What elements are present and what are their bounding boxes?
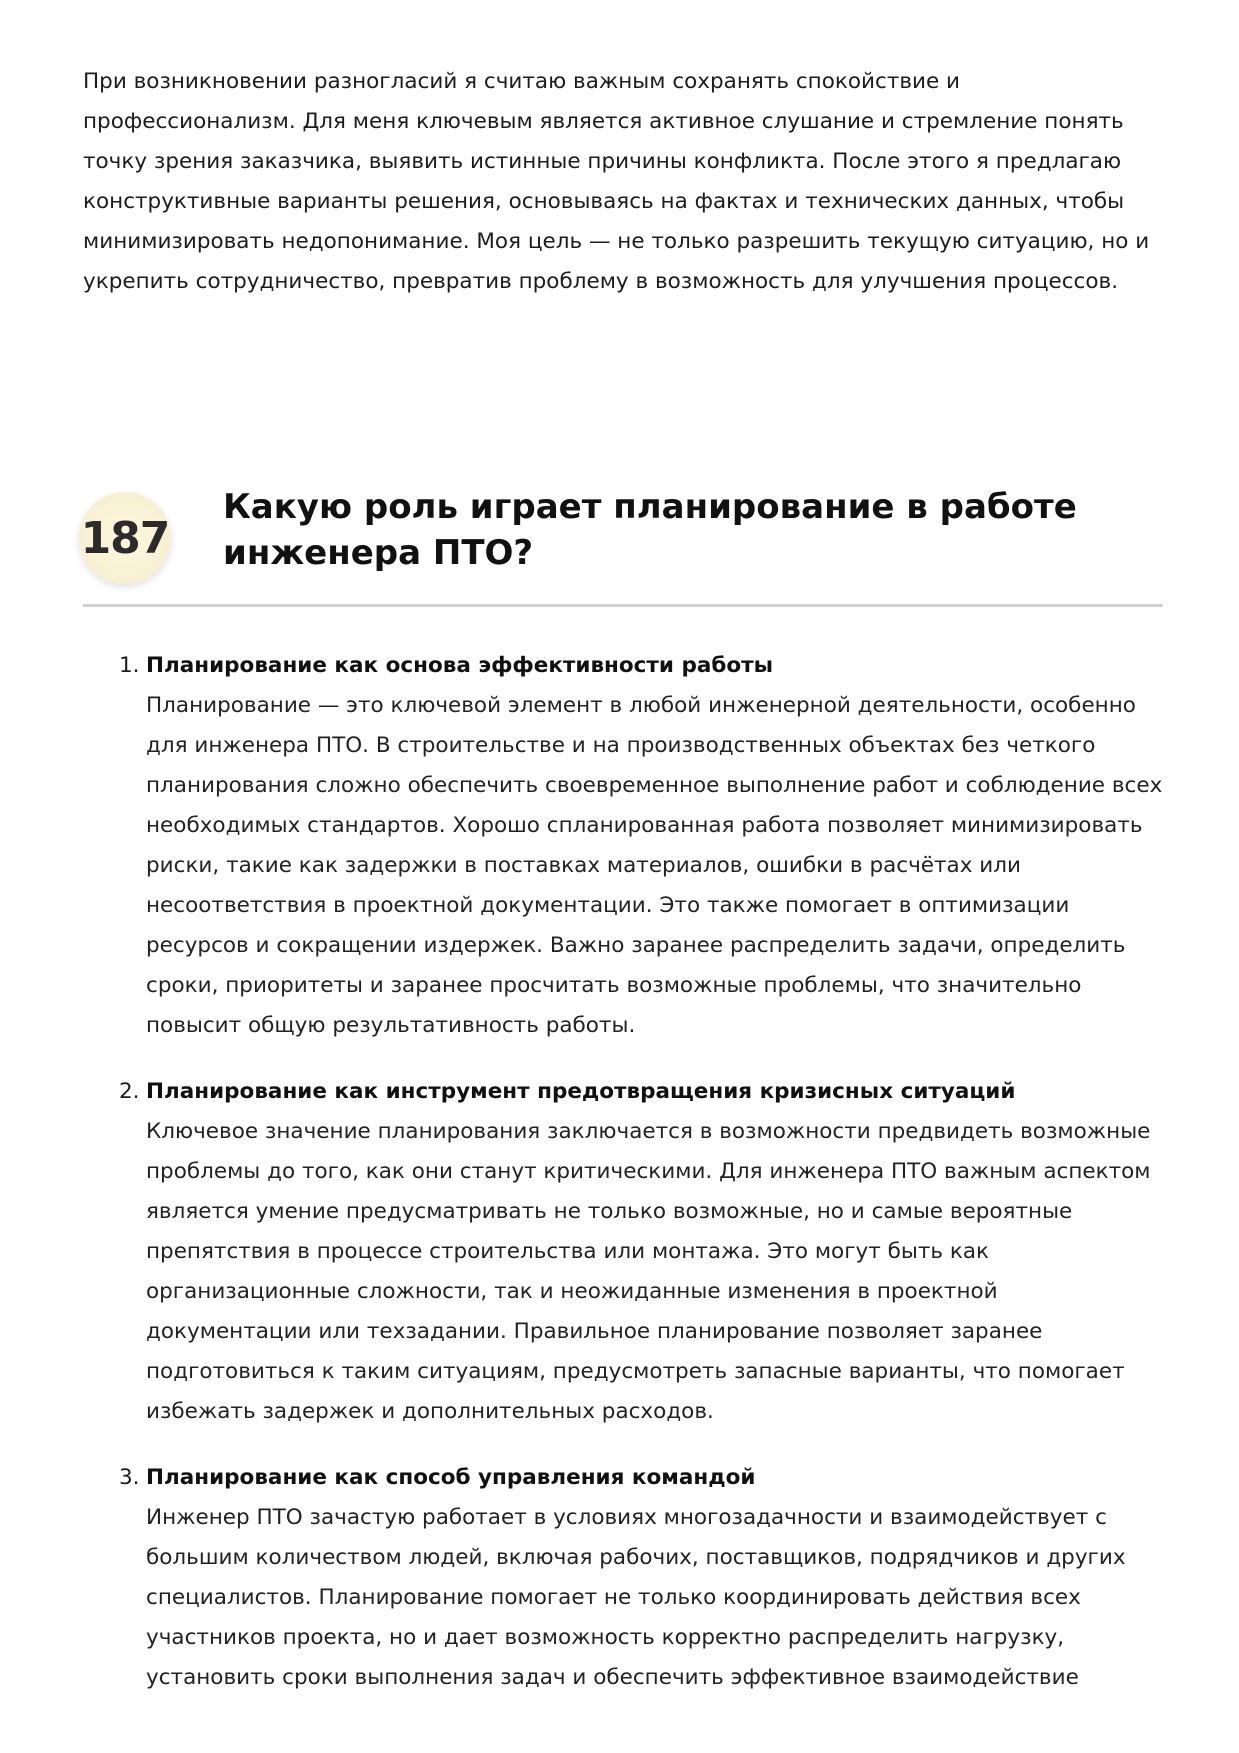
answer-number: 2. bbox=[119, 1079, 140, 1104]
question-title: Какую роль играет планирование в работе инженера ПТО? bbox=[223, 487, 1077, 573]
answer-number: 1. bbox=[119, 653, 140, 678]
answer-text: Ключевое значение планирования заключается в возможности предвидеть возможные проблемы до того, как они станут критическими. Для инженера ПТО важным аспектом является умение предусматривать не только возможные, но и самые вероятные препятствия в процессе строительства или монтажа. Это могут быть как организационные сложности, так и неожиданные изменения в проектной документации или техзадании. Правильное планирование позволяет заранее подготовиться к таким ситуациям, предусмотреть запасные варианты, что помогает избежать задержек и дополнительных расходов. bbox=[146, 1119, 1151, 1424]
intro-paragraph: При возникновении разногласий я считаю важным сохранять спокойствие и профессионализм. Для меня ключевым является активное слушание и стремление понять точку зрения заказчика, выявить истинные причины конфликта. После этого я предлагаю конструктивные варианты решения, основываясь на фактах и технических данных, чтобы минимизировать недопонимание. Моя цель — не только разрешить текущую ситуацию, но и укрепить сотрудничество, превратив проблему в возможность для улучшения процессов. bbox=[83, 69, 1150, 294]
question-number-badge: 187 bbox=[79, 492, 171, 584]
answer-number: 3. bbox=[119, 1465, 140, 1490]
divider bbox=[83, 604, 1163, 607]
answer-heading: Планирование как инструмент предотвращения кризисных ситуаций bbox=[146, 1079, 1016, 1104]
answer-list bbox=[83, 646, 1163, 1724]
answer-text: Планирование — это ключевой элемент в любой инженерной деятельности, особенно для инженера ПТО. В строительстве и на производственных объектах без четкого планирования сложно обеспечить своевременное выполнение работ и соблюдение всех необходимых стандартов. Хорошо спланированная работа позволяет минимизировать риски, такие как задержки в поставках материалов, ошибки в расчётах или несоответствия в проектной документации. Это также помогает в оптимизации ресурсов и сокращении издержек. Важно заранее распределить задачи, определить сроки, приоритеты и заранее просчитать возможные проблемы, что значительно повысит общую результативность работы. bbox=[146, 693, 1163, 1038]
question-header bbox=[80, 478, 1163, 608]
answer-heading: Планирование как способ управления командой bbox=[146, 1465, 756, 1490]
answer-item bbox=[83, 1072, 1163, 1432]
answer-item bbox=[83, 646, 1163, 1046]
answer-item bbox=[83, 1458, 1163, 1698]
answer-heading: Планирование как основа эффективности работы bbox=[146, 653, 774, 678]
answer-text: Инженер ПТО зачастую работает в условиях многозадачности и взаимодействует с большим количеством людей, включая рабочих, поставщиков, подрядчиков и других специалистов. Планирование помогает не только координировать действия всех участников проекта, но и дает возможность корректно распределить нагрузку, установить сроки выполнения задач и обеспечить эффективное взаимодействие bbox=[146, 1505, 1126, 1690]
